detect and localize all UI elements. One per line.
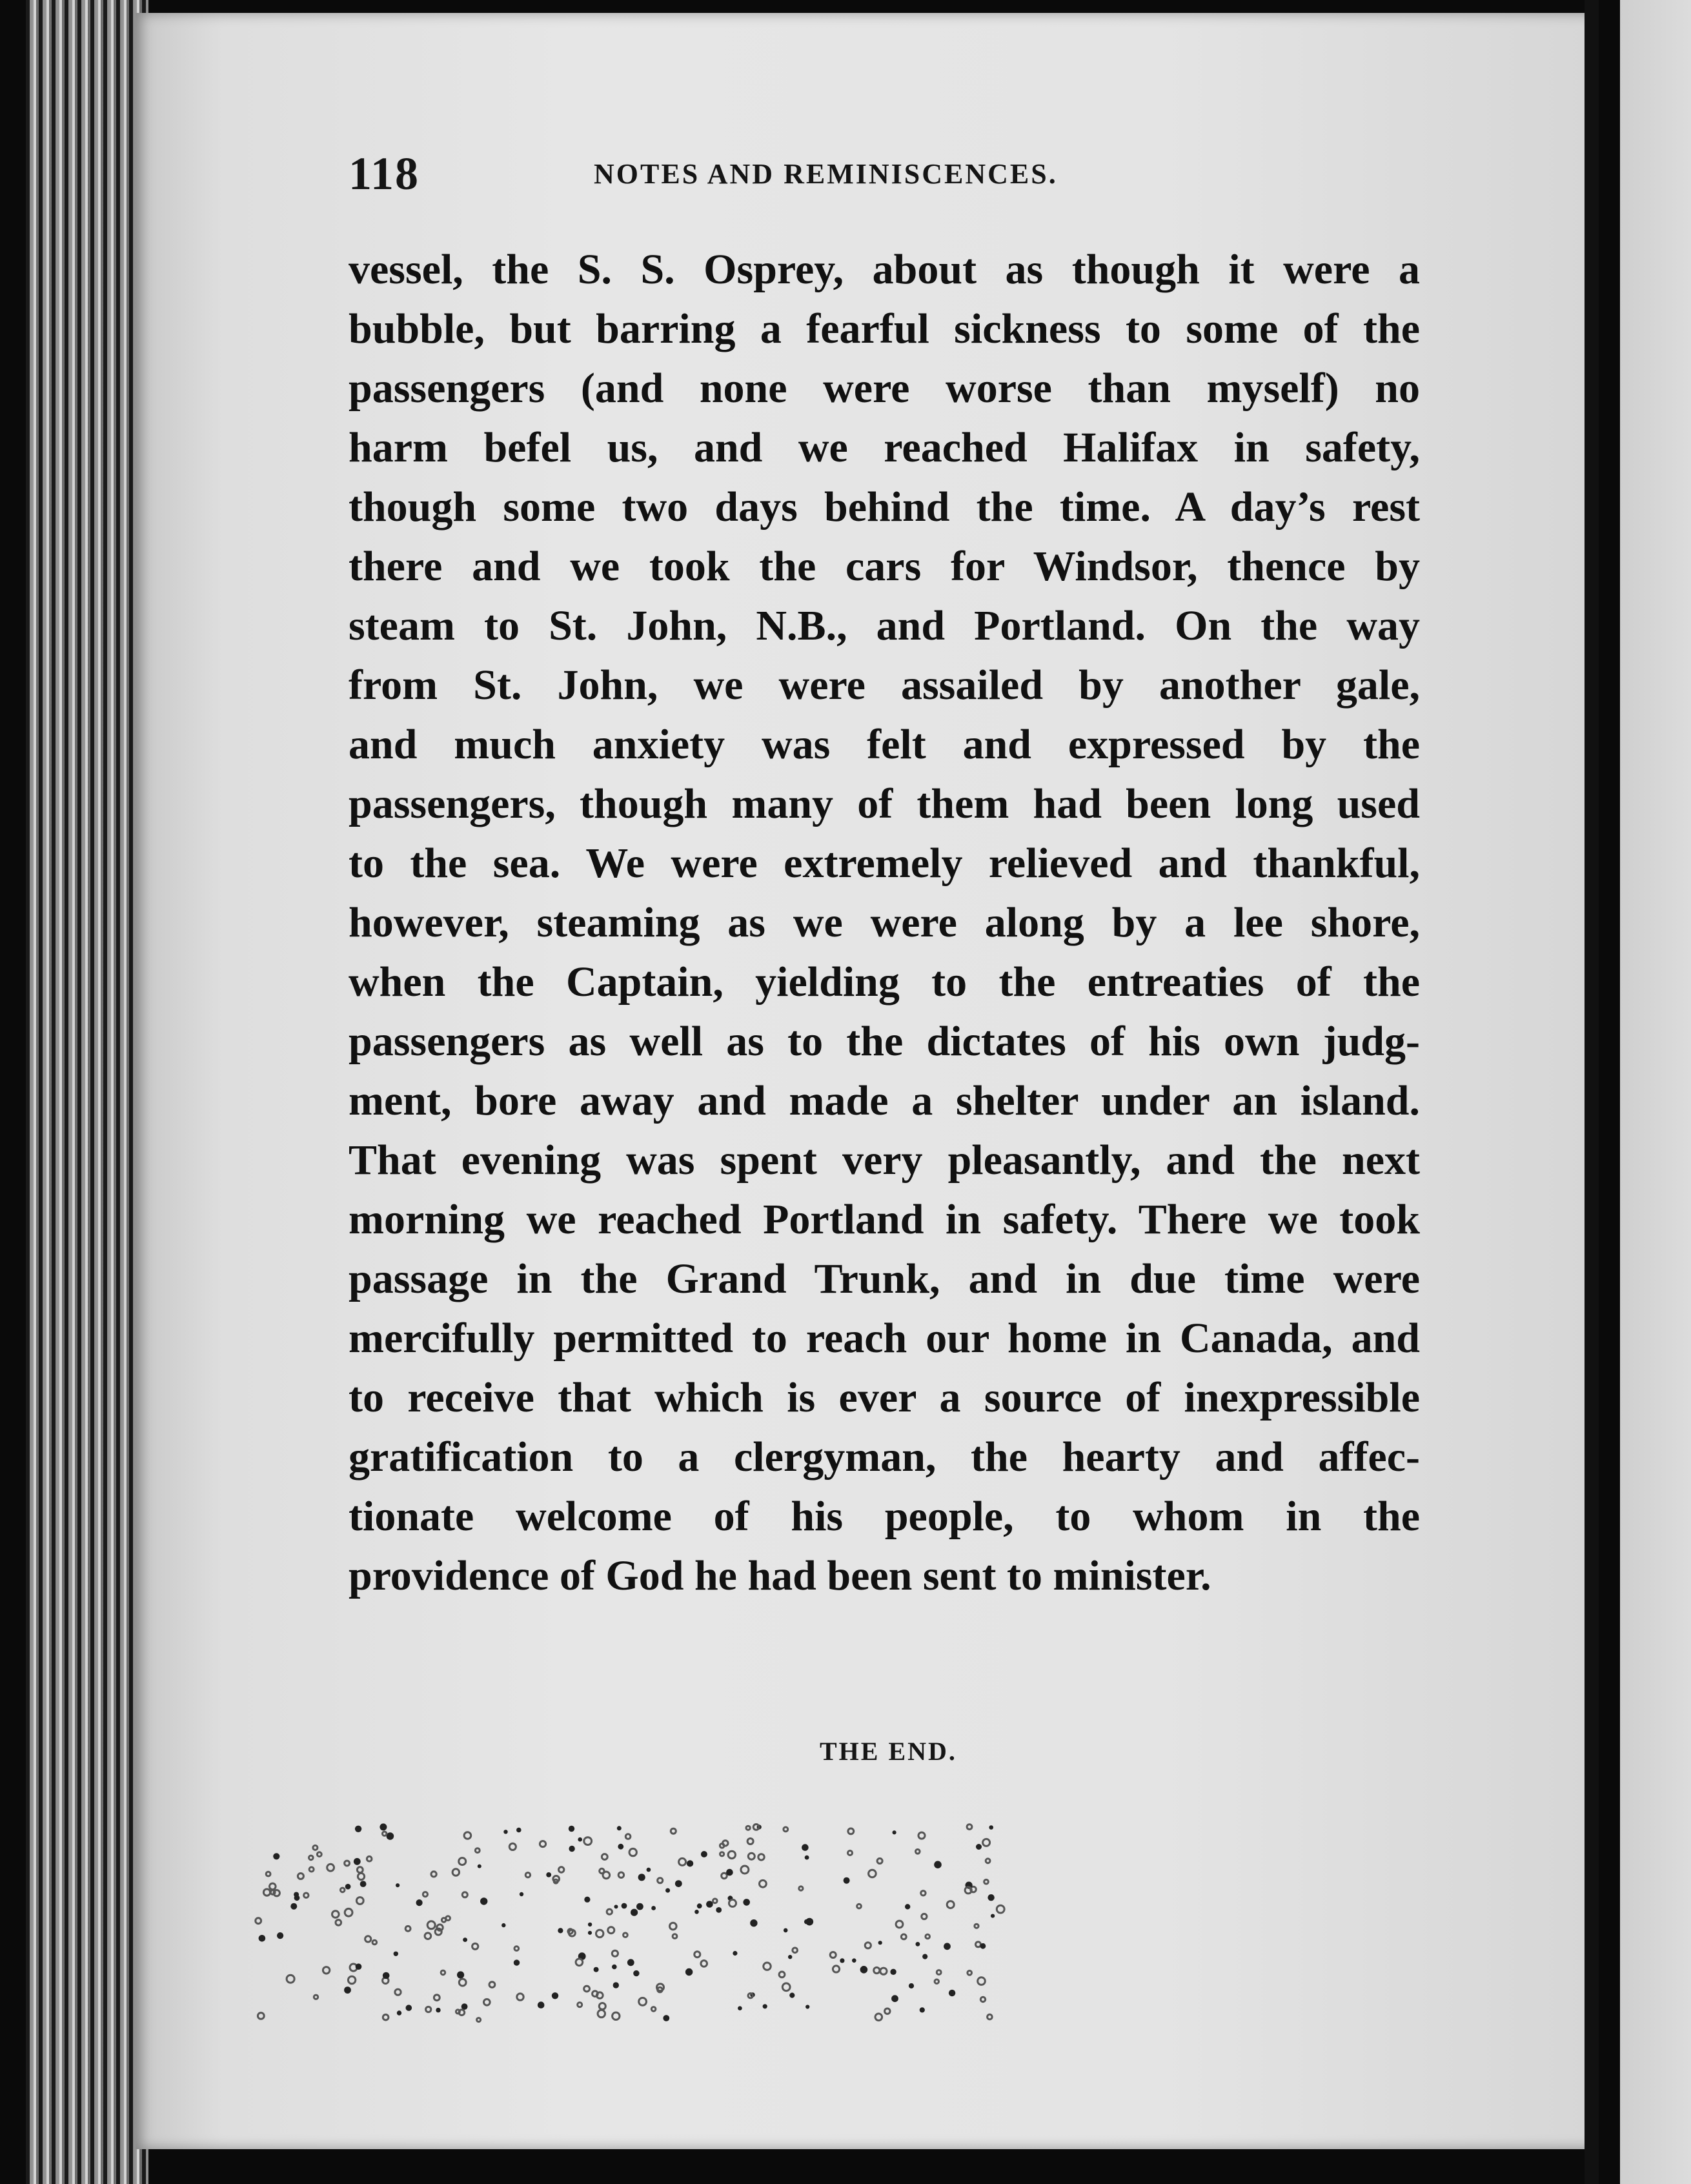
perforation-hole: [256, 1918, 261, 1924]
perforation-hole: [514, 1946, 519, 1951]
perforation-hole: [426, 2007, 431, 2012]
perforation-hole: [348, 1976, 355, 1983]
perforation-hole: [514, 1959, 520, 1965]
text-line: ment, bore away and made a shelter under an island.: [349, 1077, 1420, 1124]
perforation-hole: [671, 1828, 676, 1834]
perforation-hole: [614, 1905, 618, 1908]
perforation-hole: [358, 1873, 364, 1879]
text-line: to the sea. We were extremely relieved and thankful,: [349, 840, 1420, 887]
perforation-hole: [920, 2007, 925, 2012]
perforation-hole: [270, 1883, 276, 1890]
perforation-hole: [323, 1967, 329, 1974]
perforation-hole: [638, 1874, 645, 1881]
perforation-hole: [266, 1872, 270, 1876]
perforation-hole: [441, 1970, 445, 1975]
perforation-hole: [636, 1903, 643, 1910]
perforation-hole: [559, 1867, 564, 1872]
perforation-hole: [784, 1827, 788, 1832]
perforation-hole: [926, 1934, 930, 1939]
perforation-hole: [720, 1852, 724, 1856]
perforation-hole: [345, 1884, 351, 1890]
perforation-hole: [805, 1918, 813, 1926]
perforation-hole: [651, 1906, 656, 1910]
perforation-hole: [799, 1886, 803, 1890]
perforation-hole: [501, 1923, 505, 1927]
perforation-hole: [869, 1870, 876, 1877]
text-line: tionate welcome of his people, to whom in the: [349, 1493, 1420, 1540]
text-line: from St. John, we were assailed by another gale,: [349, 662, 1420, 709]
perforation-hole: [802, 1844, 809, 1851]
perforation-hole: [613, 2012, 620, 2019]
perforation-hole: [463, 1937, 467, 1942]
perforation-hole: [789, 1993, 795, 1998]
perforation-hole: [713, 1899, 718, 1903]
perforation-hole: [743, 1899, 750, 1906]
perforation-hole: [788, 1955, 792, 1959]
perforation-hole: [728, 1851, 735, 1858]
perforation-hole: [599, 2003, 605, 2010]
perforation-hole: [546, 1872, 551, 1877]
perforation-hole: [763, 2004, 767, 2008]
perforation-hole: [949, 1990, 955, 1996]
perforation-hole: [380, 1823, 387, 1830]
text-line: passengers, though many of them had been long used: [349, 780, 1420, 827]
perforation-hole: [396, 1883, 400, 1887]
perforation-hole: [569, 1846, 574, 1852]
perforation-hole: [747, 1839, 753, 1845]
book-page-edges: [26, 0, 148, 2184]
perforation-hole: [459, 1979, 466, 1986]
perforation-hole: [457, 1971, 464, 1978]
perforation-hole: [978, 1977, 986, 1985]
perforation-hole: [602, 1854, 607, 1860]
perforation-hole: [576, 1959, 583, 1966]
perforation-hole: [277, 1932, 283, 1939]
perforation-hole: [670, 1923, 677, 1930]
perforation-hole: [462, 1892, 467, 1897]
text-line: harm befel us, and we reached Halifax in safety,: [349, 424, 1420, 471]
perforation-hole: [480, 1897, 487, 1905]
perforation-hole: [357, 1867, 363, 1873]
perforation-hole: [685, 1968, 693, 1976]
perforation-hole: [901, 1934, 906, 1939]
perforation-hole: [617, 1826, 622, 1830]
perforation-hole: [741, 1866, 749, 1874]
perforation-hole: [623, 1933, 628, 1937]
perforation-hole: [738, 2006, 742, 2010]
perforation-hole: [431, 1872, 436, 1877]
perforation-hole: [298, 1874, 303, 1879]
perforation-hole: [596, 1930, 603, 1937]
perforation-hole: [290, 1903, 297, 1910]
perforation-hole: [516, 1828, 521, 1833]
perforation-hole: [356, 1897, 363, 1905]
perforation-hole: [875, 2014, 882, 2021]
perforation-hole: [909, 1983, 914, 1988]
perforation-hole: [701, 1851, 707, 1857]
perforation-hole: [722, 1873, 727, 1879]
perforation-hole: [608, 1927, 614, 1934]
perforation-hole: [848, 1828, 854, 1834]
perforation-hole: [618, 1844, 623, 1850]
perforation-hole: [629, 1848, 636, 1855]
perforation-hole: [259, 1935, 266, 1942]
perforation-hole: [317, 1852, 321, 1857]
perforation-hole: [805, 1855, 809, 1860]
perforation-hole: [874, 1967, 880, 1973]
perforation-hole: [263, 1889, 270, 1896]
perforation-hole: [980, 1943, 986, 1949]
perforation-hole: [344, 1987, 351, 1994]
perforation-hole: [477, 2018, 481, 2022]
perforation-hole: [967, 1971, 972, 1976]
perforation-hole: [852, 1958, 856, 1963]
perforation-hole: [314, 1995, 318, 1999]
perforation-hole: [784, 1928, 788, 1933]
page-number: 118: [349, 148, 420, 199]
perforation-hole: [665, 1888, 670, 1893]
perforation-hole: [905, 1904, 910, 1909]
perforation-hole: [935, 1979, 938, 1983]
perforation-hole: [729, 1899, 736, 1906]
perforation-hole: [360, 1881, 367, 1887]
perforation-hole: [658, 1987, 663, 1992]
text-line: and much anxiety was felt and expressed by the: [349, 721, 1420, 768]
perforation-hole: [840, 1958, 844, 1963]
text-line: That evening was spent very pleasantly, and the next: [349, 1137, 1420, 1184]
running-title: NOTES AND REMINISCENCES.: [594, 158, 1058, 190]
perforation-hole: [452, 1869, 459, 1876]
perforation-hole: [538, 2001, 545, 2008]
perforation-hole: [760, 1880, 767, 1887]
perforation-hole: [857, 1904, 862, 1908]
perforation-hole: [983, 1839, 990, 1846]
perforation-hole: [434, 1995, 440, 2001]
perforation-hole: [612, 1965, 617, 1970]
perforation-hole: [631, 1909, 638, 1916]
text-line: to receive that which is ever a source of inexpressible: [349, 1374, 1420, 1421]
perforation-hole: [327, 1864, 334, 1871]
perforation-hole: [520, 1892, 523, 1896]
perforation-hole: [987, 2014, 993, 2019]
perforation-hole: [459, 1858, 466, 1865]
perforation-hole: [618, 1872, 623, 1877]
perforation-hole: [584, 1986, 590, 1992]
text-line: when the Captain, yielding to the entreaties of the: [349, 958, 1420, 1006]
text-line: providence of God he had been sent to minister.: [349, 1552, 1211, 1599]
perforation-hole: [860, 1966, 868, 1974]
text-line: steam to St. John, N.B., and Portland. On the way: [349, 602, 1420, 649]
perforation-hole: [622, 1903, 627, 1909]
perforation-hole: [726, 1869, 733, 1876]
perforation-hole: [750, 1919, 757, 1926]
perforation-hole: [679, 1858, 686, 1865]
perforation-hole: [478, 1865, 481, 1868]
text-line: morning we reached Portland in safety. There we took: [349, 1196, 1420, 1243]
perforation-hole: [304, 1893, 309, 1897]
perforation-hole: [578, 2003, 582, 2007]
perforation-hole: [848, 1851, 853, 1855]
perforation-hole: [427, 1921, 435, 1929]
perforation-hole: [607, 1909, 612, 1914]
perforation-hole: [865, 1943, 871, 1948]
perforation-hole: [673, 1934, 677, 1939]
perforation-hole: [484, 1999, 491, 2006]
perforation-hole: [356, 1963, 362, 1970]
perforation-hole: [844, 1877, 850, 1884]
perforation-hole: [720, 1844, 724, 1848]
perforation-hole: [423, 1892, 427, 1897]
facing-page-edge: [1601, 0, 1691, 2184]
perforation-hole: [753, 1825, 759, 1830]
text-line: passengers as well as to the dictates of his own judg-: [349, 1018, 1420, 1065]
perforation-hole: [416, 1899, 423, 1906]
perforation-hole: [313, 1845, 318, 1850]
perforation-hole: [833, 1966, 839, 1972]
perforation-hole: [639, 1998, 647, 2006]
perforation-hole: [893, 1830, 896, 1834]
perforation-hole: [294, 1892, 299, 1897]
perforation-hole: [273, 1853, 279, 1859]
perforation-hole: [989, 1825, 993, 1830]
perforation-hole: [976, 1844, 982, 1850]
perforation-hole: [540, 1841, 545, 1847]
perforation-hole: [405, 1926, 410, 1931]
perforation-hole: [947, 1901, 954, 1908]
perforation-hole: [746, 1826, 750, 1830]
perforation-hole: [367, 1856, 372, 1861]
the-end-label: THE END.: [820, 1737, 957, 1766]
perforation-hole: [383, 2014, 389, 2020]
perforation-hole: [365, 1936, 371, 1942]
perforation-hole: [336, 1920, 341, 1926]
perforation-hole: [558, 1928, 563, 1933]
perforation-hole: [944, 1943, 951, 1950]
perforation-hole: [459, 2010, 465, 2016]
perforation-hole: [441, 1918, 445, 1922]
perforation-hole: [934, 1861, 942, 1868]
perforation-hole: [345, 1908, 352, 1916]
perforation-hole: [309, 1867, 314, 1872]
perforation-hole: [612, 1950, 618, 1956]
perforation-hole: [525, 1873, 530, 1877]
perforation-hole: [552, 1992, 558, 1999]
text-line: gratification to a clergyman, the hearty and affec-: [349, 1433, 1420, 1481]
perforation-hole: [600, 1868, 604, 1873]
perforation-hole: [592, 1991, 598, 1997]
perforation-hole: [916, 1850, 920, 1854]
perforation-hole: [651, 2007, 656, 2012]
perforation-hole: [464, 1832, 471, 1839]
perforation-hole: [658, 1878, 663, 1883]
body-text: [349, 240, 1420, 1606]
perforation-hole: [687, 1860, 693, 1866]
perforation-hole: [782, 1983, 790, 1991]
perforation-hole: [701, 1961, 707, 1967]
perforation-hole: [991, 1914, 995, 1918]
perforation-hole: [395, 1989, 401, 1995]
perforation-hole: [697, 1903, 702, 1908]
perforation-hole: [627, 1959, 634, 1966]
perforation-hole: [967, 1825, 972, 1830]
perforation-hole: [394, 1952, 398, 1956]
perforation-hole: [921, 1891, 926, 1896]
perforation-hole: [332, 1911, 339, 1918]
perforation-hole: [355, 1826, 361, 1832]
perforation-hole: [916, 1942, 920, 1946]
perforation-hole: [976, 1942, 981, 1947]
perforation-hole: [475, 1848, 480, 1853]
perforation-hole: [975, 1924, 978, 1928]
perforation-hole: [706, 1901, 713, 1908]
perforation-hole: [896, 1921, 903, 1928]
text-line: mercifully permitted to reach our home in Canada, and: [349, 1315, 1420, 1362]
text-line: there and we took the cars for Windsor, thence by: [349, 543, 1420, 590]
perforation-hole: [764, 1963, 771, 1970]
perforation-hole: [779, 1972, 785, 1977]
perforation-hole: [425, 1933, 431, 1939]
perforation-hole: [880, 1968, 887, 1974]
perforation-hole: [663, 2015, 669, 2021]
perforation-hole: [406, 2005, 412, 2011]
perforation-hole: [805, 2005, 809, 2008]
perforation-hole: [309, 1855, 314, 1860]
perforation-hole: [758, 1854, 764, 1860]
perforation-hole: [877, 1859, 882, 1864]
perforation-hole: [517, 1994, 523, 2000]
perforation-hole: [647, 1868, 651, 1872]
text-line: though some two days behind the time. A day’s rest: [349, 483, 1420, 531]
perforation-hole: [383, 1972, 390, 1979]
perforation-hole: [588, 1923, 592, 1926]
perforation-hole: [878, 1941, 882, 1945]
perforation-hole: [937, 1970, 941, 1975]
perforation-hole: [980, 1997, 985, 2001]
perforation-hole: [633, 1970, 639, 1976]
perforation-hole: [918, 1832, 925, 1839]
perforation-hole: [503, 1830, 507, 1834]
perforation-hole: [598, 2010, 605, 2017]
perforation-hole: [694, 1910, 699, 1914]
perforation-hole: [594, 1967, 599, 1972]
perforation-hole: [472, 1943, 478, 1949]
perforation-hole: [922, 1914, 927, 1919]
running-head: [349, 147, 1188, 205]
perforation-hole: [694, 1952, 700, 1957]
perforation-hole: [613, 1982, 619, 1988]
perforation-hole: [345, 1861, 350, 1866]
text-line: however, steaming as we were along by a lee shore,: [349, 899, 1420, 946]
perforation-hole: [733, 1951, 737, 1956]
perforation-hole: [287, 1975, 294, 1983]
perforation-hole: [748, 1853, 754, 1859]
perforation-hole: [830, 1952, 836, 1958]
perforation-hole: [890, 1969, 896, 1975]
perforation-hole: [984, 1879, 989, 1884]
gutter-shadow: [1585, 0, 1599, 2184]
perforation-hole: [340, 1888, 345, 1892]
perforation-hole: [986, 1859, 990, 1863]
text-line: bubble, but barring a fearful sickness to some of the: [349, 305, 1420, 352]
perforation-hole: [716, 1907, 722, 1913]
perforation-hole: [588, 1931, 592, 1935]
perforation-hole: [578, 1837, 582, 1842]
library-perforation-stamp: [245, 1820, 1020, 2027]
perforation-hole: [891, 1995, 898, 2002]
perforation-hole: [397, 2010, 401, 2015]
perforation-hole: [354, 1858, 361, 1865]
perforation-hole: [885, 2008, 890, 2014]
perforation-hole: [584, 1897, 590, 1903]
text-line: vessel, the S. S. Osprey, about as though it were a: [349, 246, 1420, 293]
perforation-hole: [987, 1894, 994, 1901]
text-line: passengers (and none were worse than myself) no: [349, 365, 1420, 412]
perforation-hole: [258, 2013, 264, 2019]
perforation-hole: [372, 1940, 377, 1945]
perforation-hole: [569, 1826, 574, 1832]
text-line: passage in the Grand Trunk, and in due time were: [349, 1255, 1420, 1302]
perforation-hole: [584, 1837, 592, 1845]
perforation-hole: [509, 1843, 516, 1850]
perforation-hole: [997, 1905, 1004, 1913]
perforation-hole: [922, 1954, 927, 1959]
perforation-hole: [625, 1834, 631, 1839]
perforation-hole: [675, 1880, 682, 1887]
perforation-hole: [489, 1982, 495, 1988]
perforation-hole: [436, 2008, 440, 2012]
perforation-hole: [383, 1832, 387, 1835]
perforation-hole: [793, 1948, 798, 1953]
